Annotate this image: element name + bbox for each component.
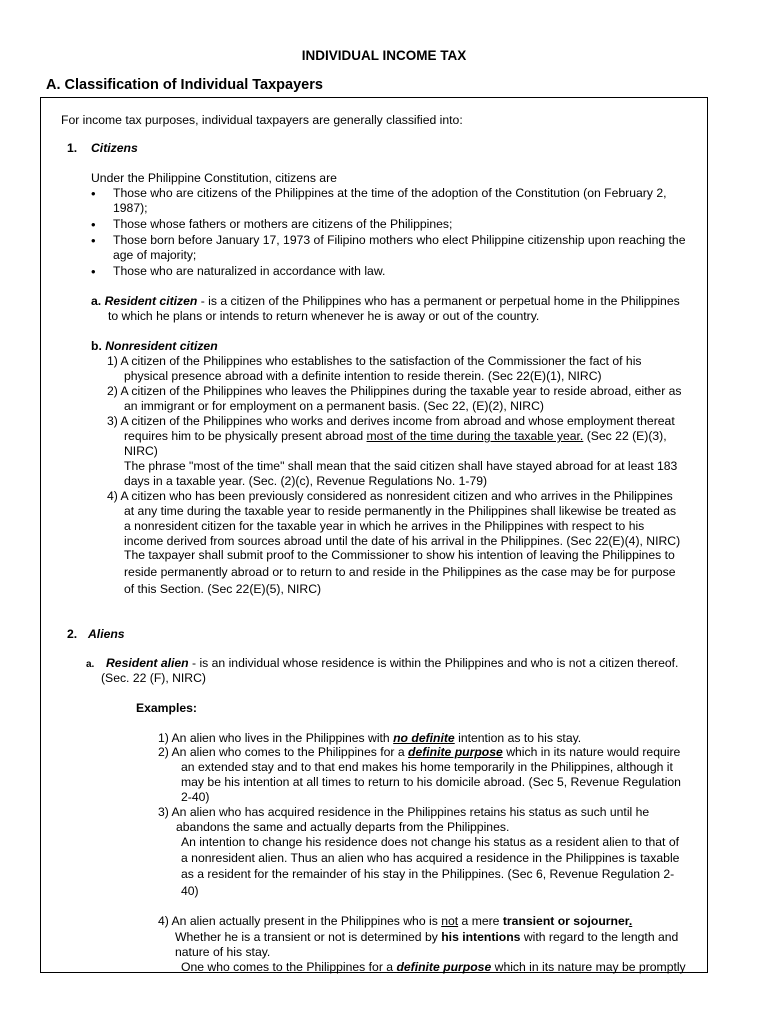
- nonresident-item-3b-post: (Sec 22 (E)(3),: [583, 429, 667, 443]
- citizen-bullet-3a: Those born before January 17, 1973 of Filipino mothers who elect Philippine citizenship upon reaching the: [113, 233, 686, 247]
- nonresident-item-4c: a nonresident citizen for the taxable year in which he arrives in the Philippines with respect to his: [124, 519, 645, 533]
- resident-citizen-entry: [91, 294, 680, 309]
- his-intentions-bold: his intentions: [441, 930, 521, 944]
- section-heading: A. Classification of Individual Taxpayers: [46, 77, 323, 93]
- resident-citizen-term: Resident citizen: [104, 294, 198, 308]
- resident-citizen-def: - is a citizen of the Philippines who has a permanent or perpetual home in the Philippines: [197, 294, 680, 308]
- nonresident-item-2a: 2) A citizen of the Philippines who leaves the Philippines during the taxable year to reside abroad, either as: [107, 384, 682, 398]
- definite-purpose-emphasis-2: definite purpose: [396, 960, 492, 974]
- nonresident-item-3c: NIRC): [124, 444, 158, 458]
- nonresident-citizen-entry: [91, 339, 218, 354]
- resident-alien-def-cont: (Sec. 22 (F), NIRC): [101, 671, 206, 685]
- nonresident-item-3e: days in a taxable year. (Sec. (2)(c), Revenue Regulations No. 1-79): [124, 474, 488, 488]
- example-3e: as a resident for the remainder of his stay in the Philippines. (Sec 6, Revenue Regulation 2-: [181, 867, 675, 881]
- example-4b: [175, 930, 678, 945]
- citizen-bullet-3b: age of majority;: [113, 248, 197, 262]
- example-1-pre: 1) An alien who lives in the Philippines with: [158, 731, 394, 745]
- example-4-mid: a mere: [458, 914, 503, 928]
- most-of-time-underlined: most of the time during the taxable year.: [366, 429, 584, 443]
- example-4-dot: .: [628, 914, 633, 928]
- nonresident-item-4a: 4) A citizen who has been previously considered as nonresident citizen and who arrives in the Philippines: [107, 489, 673, 503]
- example-2-pre: 2) An alien who comes to the Philippines for a: [158, 745, 408, 759]
- bullet-icon: •: [91, 233, 96, 248]
- citizen-bullet-1a: Those who are citizens of the Philippines at the time of the adoption of the Constitution (on February 2,: [113, 186, 667, 200]
- resident-alien-entry: [106, 656, 678, 671]
- resident-citizen-def-cont: to which he plans or intends to return whenever he is away or out of the country.: [108, 309, 540, 323]
- example-4d-post: which in its nature may be promptly: [491, 960, 686, 974]
- bullet-icon: •: [91, 217, 96, 232]
- example-2-line-b: may be his intention at all times to return to his domicile abroad. (Sec 5, Revenue Regulation: [181, 775, 681, 789]
- resident-citizen-letter: a.: [91, 294, 102, 308]
- citizens-heading: Citizens: [91, 141, 138, 155]
- nonresident-item-4d: income derived from sources abroad until the date of his arrival in the Philippines. (Sec 22(E)(4), NIRC): [124, 534, 681, 548]
- aliens-number: 2.: [67, 627, 78, 641]
- page-title: INDIVIDUAL INCOME TAX: [301, 48, 467, 63]
- intro-text: For income tax purposes, individual taxpayers are generally classified into:: [61, 113, 463, 127]
- nonresident-item-4b: at any time during the taxable year to reside permanently in the Philippines shall likewise be treated as: [124, 504, 677, 518]
- example-1-post: intention as to his stay.: [454, 731, 582, 745]
- nonresident-citizen-letter: b.: [91, 339, 102, 353]
- example-2-line-a: an extended stay and to that end makes his home temporarily in the Philippines, although it: [181, 760, 673, 774]
- example-4c: nature of his stay.: [175, 945, 271, 959]
- citizens-number: 1.: [67, 141, 78, 155]
- nonresident-item-3a: 3) A citizen of the Philippines who works and derives income from abroad and whose employment thereat: [107, 414, 675, 428]
- resident-alien-term: Resident alien: [106, 656, 189, 670]
- example-4d-pre: One who comes to the Philippines for a: [181, 960, 397, 974]
- resident-alien-def: - is an individual whose residence is within the Philippines and who is not a citizen thereof.: [188, 656, 679, 670]
- example-4d: [181, 960, 686, 975]
- aliens-heading: Aliens: [88, 627, 125, 641]
- nonresident-item-3b: [124, 429, 667, 444]
- example-2: [158, 745, 680, 760]
- nonresident-item-2b: an immigrant or for employment on a permanent basis. (Sec 22, (E)(2), NIRC): [124, 399, 544, 413]
- resident-alien-letter: a.: [86, 659, 95, 670]
- bullet-icon: •: [91, 186, 96, 201]
- nonresident-item-3d: The phrase "most of the time" shall mean that the said citizen shall have stayed abroad for at least 183: [124, 459, 678, 473]
- citizen-bullet-2: Those whose fathers or mothers are citizens of the Philippines;: [113, 217, 453, 231]
- example-4-pre: 4) An alien actually present in the Philippines who is: [158, 914, 442, 928]
- nonresident-item-4g: of this Section. (Sec 22(E)(5), NIRC): [124, 582, 322, 596]
- example-2-line-c: 2-40): [181, 790, 210, 804]
- example-3a: 3) An alien who has acquired residence in the Philippines retains his status as such until he: [158, 805, 650, 819]
- citizen-bullet-1b: 1987);: [113, 201, 148, 215]
- citizens-lead: Under the Philippine Constitution, citizens are: [91, 171, 337, 185]
- nonresident-item-1b: physical presence abroad with a definite intention to reside therein. (Sec 22(E)(1), NIRC): [124, 369, 602, 383]
- nonresident-item-3b-pre: requires him to be physically present abroad: [124, 429, 367, 443]
- example-3c: An intention to change his residence does not change his status as a resident alien to that of: [181, 835, 679, 849]
- no-definite-emphasis: no definite: [393, 731, 455, 745]
- example-3f: 40): [181, 884, 199, 898]
- transient-sojourner-bold: transient or sojourner: [502, 914, 629, 928]
- example-3d: a nonresident alien. Thus an alien who has acquired a residence in the Philippines is taxable: [181, 851, 680, 865]
- nonresident-citizen-term: Nonresident citizen: [105, 339, 218, 353]
- example-4b-pre: Whether he is a transient or not is determined by: [175, 930, 442, 944]
- not-underlined: not: [441, 914, 459, 928]
- example-1: [158, 731, 581, 746]
- bullet-icon: •: [91, 264, 96, 279]
- definite-purpose-emphasis: definite purpose: [408, 745, 503, 759]
- example-3b: abandons the same and actually departs from the Philippines.: [176, 820, 510, 834]
- example-4: [158, 914, 632, 929]
- nonresident-item-4f: reside permanently abroad or to return to and reside in the Philippines as the case may be for purpose: [124, 565, 676, 579]
- nonresident-item-1a: 1) A citizen of the Philippines who establishes to the satisfaction of the Commissioner the fact of his: [107, 354, 642, 368]
- example-4b-post: with regard to the length and: [520, 930, 679, 944]
- examples-label: Examples:: [136, 701, 197, 715]
- example-2-post: which in its nature would require: [502, 745, 681, 759]
- nonresident-item-4e: The taxpayer shall submit proof to the Commissioner to show his intention of leaving the Philippines to: [124, 548, 675, 562]
- citizen-bullet-4: Those who are naturalized in accordance with law.: [113, 264, 386, 278]
